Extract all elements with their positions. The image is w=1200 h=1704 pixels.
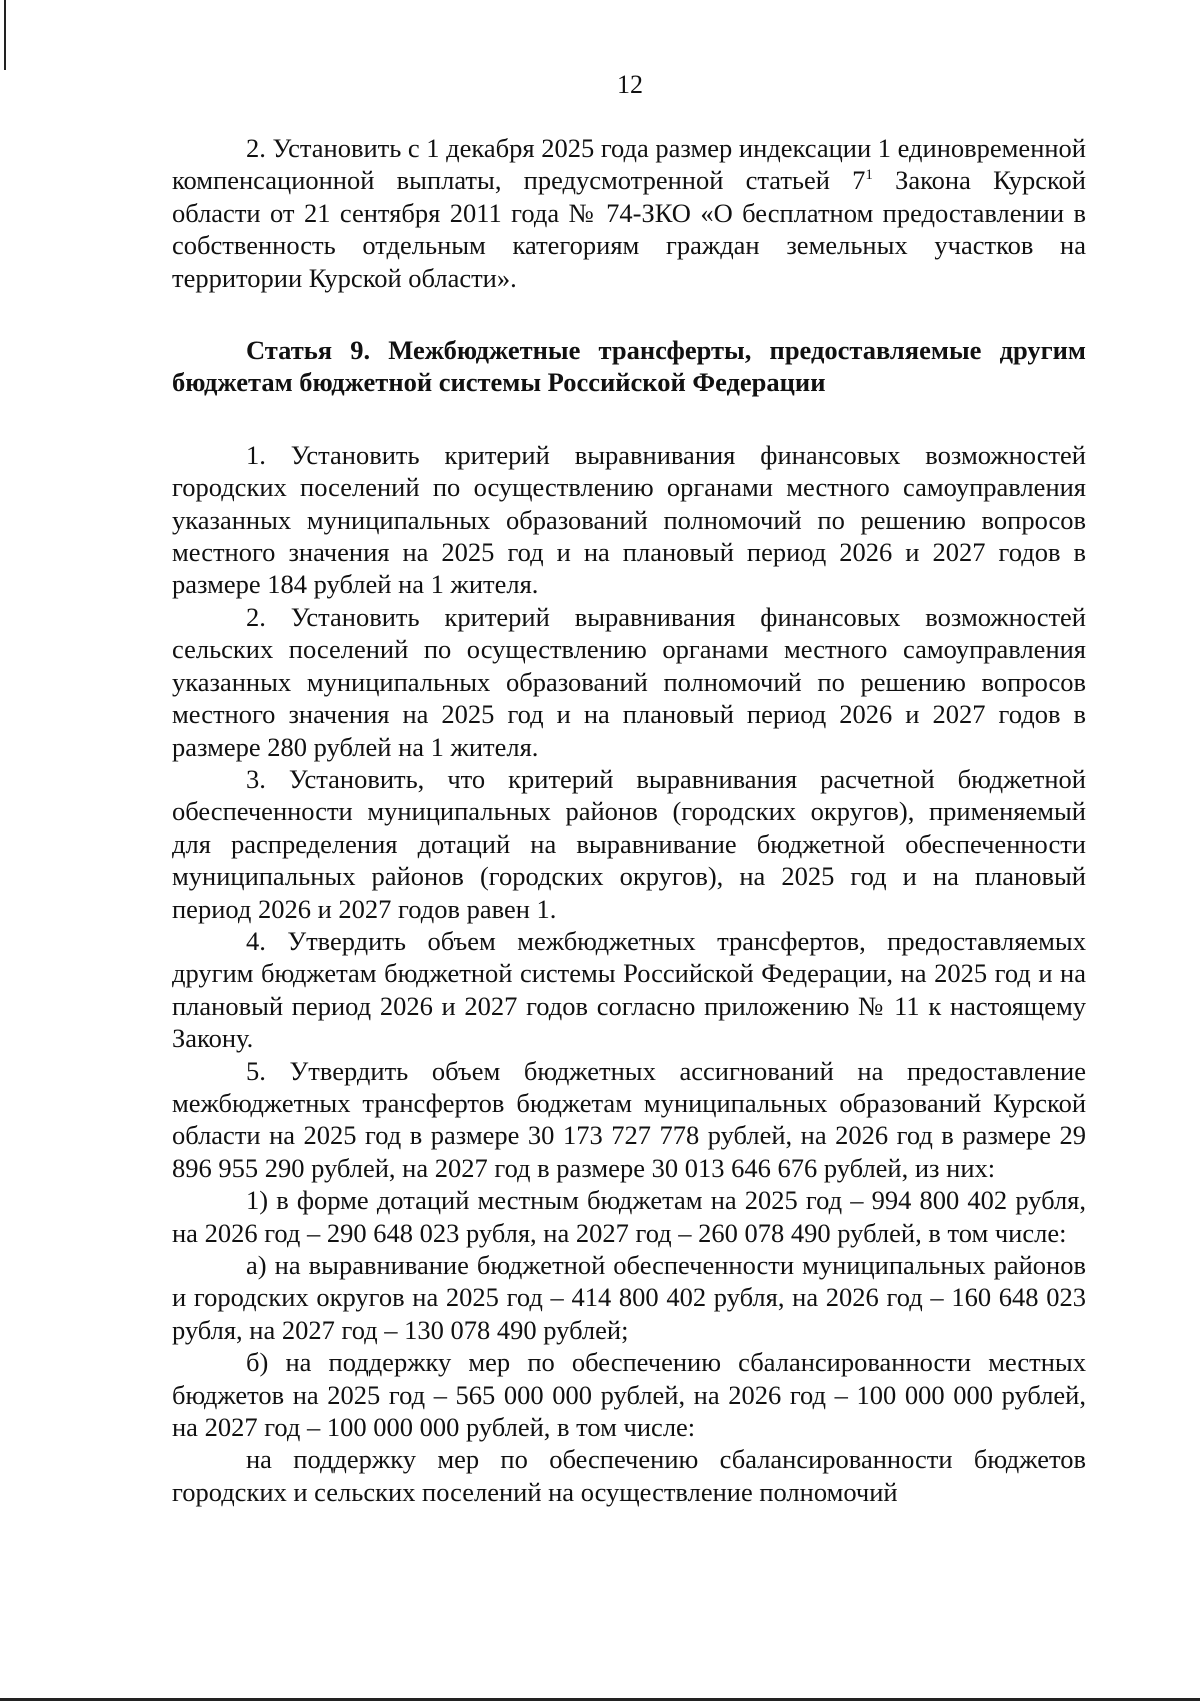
paragraph-1: 1. Установить критерий выравнивания финансовых возможностей городских поселений по осуществлению органами местного самоуправления указанных муниципальных образований полномочий по решению вопросов местного значения на 2025 год и на плановый период 2026 и 2027 годов в размере 184 рублей на 1 жителя. [172, 439, 1086, 600]
paragraph-4: 4. Утвердить объем межбюджетных трансфертов, предоставляемых другим бюджетам бюджетной системы Российской Федерации, на 2025 год и на плановый период 2026 и 2027 годов согласно приложению № 11 к настоящему Закону. [172, 925, 1086, 1054]
paragraph-3: 3. Установить, что критерий выравнивания расчетной бюджетной обеспеченности муниципальных районов (городских округов), применяемый для распределения дотаций на выравнивание бюджетной обеспеченности муниципальных районов (городских округов), на 2025 год и на плановый период 2026 и 2027 годов равен 1. [172, 763, 1086, 924]
scan-edge-line [4, 0, 6, 70]
paragraph-5: 5. Утвердить объем бюджетных ассигнований на предоставление межбюджетных трансфертов бюджетам муниципальных образований Курской области на 2025 год в размере 30 173 727 778 рублей, на 2026 год в размере 29 896 955 290 рублей, на 2027 год в размере 30 013 646 676 рублей, из них: [172, 1055, 1086, 1183]
paragraph-text: Закона Курской области от 21 сентября 2011 года № 74-ЗКО «О бесплатном предоставлении в собственность отдельным категориям граждан земельных участков на территории Курской области». [172, 165, 1086, 293]
document-body [172, 132, 1086, 1508]
paragraph-balance-support: на поддержку мер по обеспечению сбалансированности бюджетов городских и сельских поселений на осуществление полномочий [172, 1444, 1086, 1507]
paragraph-2: 2. Установить критерий выравнивания финансовых возможностей сельских поселений по осуществлению органами местного самоуправления указанных муниципальных образований полномочий по решению вопросов местного значения на 2025 год и на плановый период 2026 и 2027 годов в размере 280 рублей на 1 жителя. [172, 601, 1086, 762]
subparagraph-1: 1) в форме дотаций местным бюджетам на 2025 год – 994 800 402 рубля, на 2026 год – 290 648 023 рубля, на 2027 год – 260 078 490 рублей, в том числе: [172, 1185, 1086, 1248]
subparagraph-b: б) на поддержку мер по обеспечению сбалансированности местных бюджетов на 2025 год – 565 000 000 рублей, на 2026 год – 100 000 000 рублей, на 2027 год – 100 000 000 рублей, в том числе: [172, 1347, 1086, 1443]
scan-bottom-line [0, 1698, 1200, 1701]
paragraph-text: 2. Установить с 1 декабря 2025 года размер индексации 1 единовременной компенсационной выплаты, предусмотренной статьей 7 [172, 133, 1086, 196]
article-heading: Статья 9. Межбюджетные трансферты, предоставляемые другим бюджетам бюджетной системы Российской Федерации [172, 335, 1086, 398]
paragraph-indexation [172, 132, 1086, 294]
page-number: 12 [617, 70, 643, 99]
superscript: 1 [865, 167, 873, 184]
subparagraph-a: а) на выравнивание бюджетной обеспеченности муниципальных районов и городских округов на 2025 год – 414 800 402 рубля, на 2026 год – 160 648 023 рубля, на 2027 год – 130 078 490 рублей; [172, 1250, 1086, 1345]
